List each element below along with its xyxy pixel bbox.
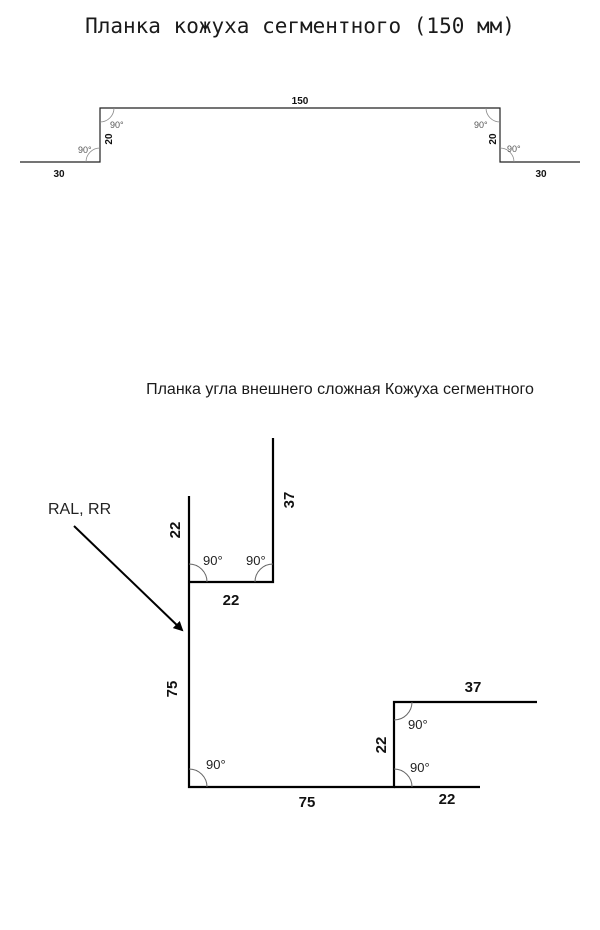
diagram2-angle-label: 90° xyxy=(206,757,226,772)
diagram1-left-height: 20 xyxy=(104,133,115,145)
diagram1-angle-label: 90° xyxy=(110,120,124,130)
diagram1-right-flange: 30 xyxy=(535,169,547,180)
diagram2-profile-line xyxy=(189,438,537,787)
diagram1-left-flange: 30 xyxy=(53,169,65,180)
dim-lower-top-horizontal: 37 xyxy=(464,679,482,696)
diagram1-angle-label: 90° xyxy=(474,120,488,130)
dim-main-horizontal: 75 xyxy=(298,794,316,811)
dim-lower-bottom-horizontal: 22 xyxy=(438,791,456,808)
diagram1-right-height: 20 xyxy=(488,133,499,145)
diagram1-angle-label: 90° xyxy=(78,145,92,155)
dim-upper-horizontal: 22 xyxy=(222,592,240,609)
diagram2-angle-label: 90° xyxy=(410,760,430,775)
diagram2-angle-arc xyxy=(189,769,207,787)
diagram2-angle-label: 90° xyxy=(246,553,266,568)
dim-upper-right-vertical: 37 xyxy=(281,491,298,509)
callout-label: RAL, RR xyxy=(48,501,112,518)
diagram1-title: Планка кожуха сегментного (150 мм) xyxy=(85,14,515,38)
dim-main-vertical: 75 xyxy=(164,680,181,698)
diagram1-top-length: 150 xyxy=(291,96,309,107)
diagram1-angle-label: 90° xyxy=(507,144,521,154)
diagram1-angle-arc xyxy=(486,108,500,122)
dim-lower-vertical: 22 xyxy=(373,736,390,754)
diagram2-angle-label: 90° xyxy=(408,717,428,732)
diagram2-title: Планка угла внешнего сложная Кожуха сегментного xyxy=(146,381,534,398)
dim-upper-left-vertical: 22 xyxy=(167,521,184,539)
callout-arrow xyxy=(74,526,182,630)
diagram2-angle-label: 90° xyxy=(203,553,223,568)
